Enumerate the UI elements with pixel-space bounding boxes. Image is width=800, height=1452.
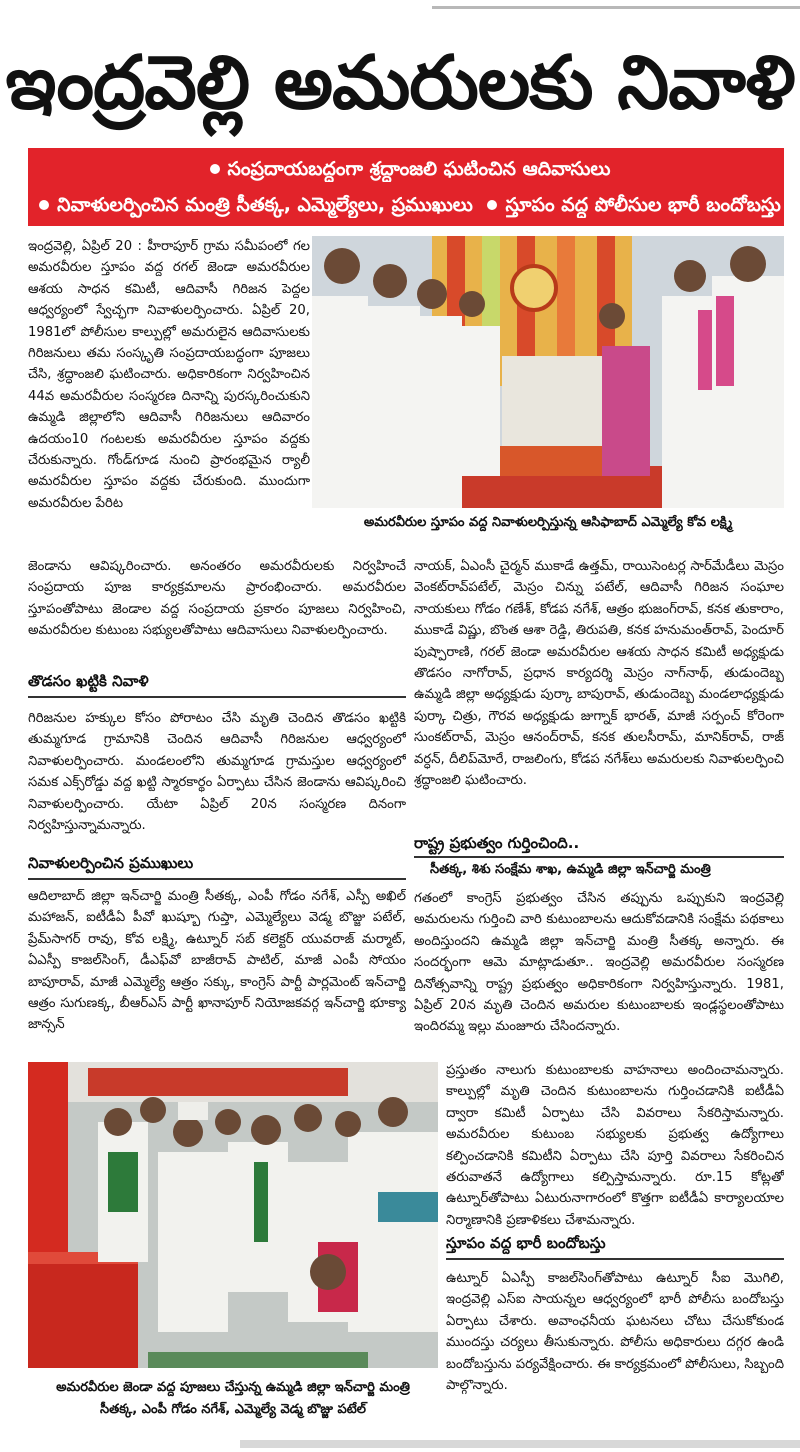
headline: ఇంద్రవెల్లి అమరులకు నివాళి [5,40,795,126]
banner-point-3: స్తూపం వద్ద పోలీసుల భారీ బందోబస్తు [505,194,781,216]
photo-memorial-tribute [312,236,784,508]
banner-point-1: సంప్రదాయబద్ధంగా శ్రద్ధాంజలి ఘటించిన ఆదివాసులు [227,158,611,180]
section-todasam-text: గిరిజనుల హక్కుల కోసం పోరాటం చేసి మృతి చెందిన తొడసం ఖట్టికి తుమ్మగూడ గ్రామానికి చెందిన ఆదివాసీ గిరిజనుల ఆధ్వర్యంలో నివాళులర్పించారు. మండలంలోని తుమ్మగూడ గ్రామస్తుల ఆధ్వర్యంలో సమక ఎక్స్‌రోడ్డు వద్ద ఖట్టి స్మారకార్థం ఏర్పాటు చేసిన జెండాను ఆవిష్కరించి నివాళులర్పించారు. యేటా ఏప్రిల్ 20న సంస్మరణ దినంగా నిర్వహిస్తున్నామన్నారు. [28,711,406,834]
bullet-icon [39,200,49,210]
section-state-govt-byline: సీతక్క, శిశు సంక్షేమ శాఖ, ఉమ్మడి జిల్లా ఇన్‌చార్జి మంత్రి [430,862,711,877]
section-security-text: ఉట్నూర్ ఏఎస్పీ కాజల్‌సింగ్‌తోపాటు ఉట్నూర్ సీఐ మొగిలి, ఇంద్రవెల్లి ఎస్‌ఐ సాయన్నల ఆధ్వర్యంలో భారీ పోలీసు బందోబస్తు ఏర్పాటు చేశారు. అవాంఛనీయ ఘటనలు చోటు చేసుకోకుండ ముందస్తు చర్యలు తీసుకున్నారు. పోలీసు అధికారులు దగ్గర ఉండి బందోబస్తును పర్యవేక్షించారు. ఈ కార్యక్రమంలో పోలీసులు, సిబ్బంది పాల్గొన్నారు. [446,1271,784,1394]
banner-row-1 [28,156,784,182]
section-rule [28,696,406,698]
section-rule [28,878,406,880]
subheadline-banner [28,148,784,226]
banner-point-2: నివాళులర్పించిన మంత్రి సీతక్క, ఎమ్మెల్యేలు, ప్రముఖులు [57,194,473,216]
banner-row-2 [28,192,784,218]
section-state-govt-text: గతంలో కాంగ్రెస్ ప్రభుత్వం చేసిన తప్పును ఒప్పుకుని ఇంద్రవెల్లి అమరులను గుర్తించి వారి కుటుంబాలను ఆదుకోవడానికి సంక్షేమ పథకాలు అందిస్తుందని ఉమ్మడి జిల్లా ఇన్‌చార్జి మంత్రి సీతక్క అన్నారు. ఈ సందర్భంగా ఆమె మాట్లాడుతూ.. ఇంద్రవెల్లి అమరవీరుల సంస్మరణ దినోత్సవాన్ని రాష్ట్ర ప్రభుత్వం అధికారికంగా నిర్వహిస్తున్నారు. 1981, ఏప్రిల్ 20న మృతి చెందిన అమరుల కుటుంబాలకు ఇండ్లస్థలంతోపాటు ఇందిరమ్మ ఇల్లు మంజూరు చేసిందన్నారు. [414,891,784,1035]
right-column-attendees-text: నాయక్, ఏఎంసీ చైర్మన్ ముకాడే ఉత్తమ్, రాయిసెంటర్ల సార్‌మేడీలు మెస్రం వెంకట్‌రావ్‌పటేల్, మెస్రం చిన్ను పటేల్, ఆదివాసీ గిరిజన సంఘాల నాయకులు గోడం గణేశ్, కోడప నగేశ్, ఆత్రం భుజంగ్‌రావ్, కనక తుకారాం, ముకాడే విష్ణు, బొంత ఆశా రెడ్డి, తిరుపతి, కనక హనుమంత్‌రావ్, పెందూర్ పుష్పారాణి, గరల్ జెండా అమరవీరుల ఆశయ సాధన కమిటీ అధ్యక్షుడు తొడసం నాగోరావ్, ప్రధాన కార్యదర్శి మెస్రం నాగ్‌నాథ్, తుడుందెబ్బ ఉమ్మడి జిల్లా అధ్యక్షుడు పుర్కా బాపురావ్, తుడుందెబ్బ మండలాధ్యక్షుడు పుర్కా చిత్రు, గౌరవ అధ్యక్షుడు జుగ్నాక్ భారత్, మాజీ సర్పంచ్ కోరెంగా సుంకట్‌రావ్, మెస్రం ఆనంద్‌రావ్, కనక తులసీరామ్, మానిక్‌రావ్, రాజ్ వర్ధన్, దీలిప్‌మోరే, రాజలింగు, కోడప నగేశ్‌లు అమరులకు నివాళులర్పించి శ్రద్ధాంజలి ఘటించారు. [414,559,784,789]
section-rule [414,856,784,858]
section-rule [446,1258,784,1260]
bullet-icon [487,200,497,210]
section-heading-state-govt: రాష్ట్ర ప్రభుత్వం గుర్తించింది.. [414,834,580,852]
photo-memorial-caption: అమరవీరుల స్తూపం వద్ద నివాళులర్పిస్తున్న ఆసిఫాబాద్ ఎమ్మెల్యే కోవ లక్ష్మి [363,515,733,530]
section-heading-todasam: తొడసం ఖట్టికి నివాళి [28,672,149,690]
lead-paragraph-continued: జెండాను ఆవిష్కరించారు. అనంతరం అమరవీరులకు నిర్వహించే సంప్రదాయ పూజ కార్యక్రమాలను ప్రారంభించారు. అమరవీరుల స్తూపంతోపాటు జెండాల వద్ద సంప్రదాయ ప్రకారం పూజలు నిర్వహించి, అమరవీరుల కుటుంబ సభ్యులతోపాటు ఆదివాసులు నివాళులర్పించారు. [28,559,406,639]
photo-memorial-tribute-image [312,236,784,508]
lead-paragraph: ఇంద్రవెల్లి, ఏప్రిల్ 20 : హీరాపూర్ గ్రామ సమీపంలో గల అమరవీరుల స్తూపం వద్ద రగల్ జెండా అమరవీరుల ఆశయ సాధన కమిటీ, ఆదివాసీ గిరిజన పెద్దల ఆధ్వర్యంలో స్వేచ్ఛగా నివాళులర్పించారు. ఏప్రిల్ 20, 1981లో పోలీసుల కాల్పుల్లో అమరులైన ఆదివాసులకు గిరిజనులు తమ సంస్కృతి సంప్రదాయబద్ధంగా పూజలు చేసి, శ్రద్ధాంజలి ఘటించారు. అధికారికంగా నిర్వహించిన 44వ అమరవీరుల సంస్మరణ దినాన్ని పురస్కరించుకుని ఉమ్మడి జిల్లాలోని ఆదివాసీ గిరిజనులు ఆదివారం ఉదయం10 గంటలకు అమరవీరుల స్తూపం వద్దకు చేరుకున్నారు. గోండ్‌గూడ నుంచి ప్రారంభమైన ర్యాలీ అమరవీరుల స్తూపం వద్దకు చేరుకుంది. ముందుగా అమరవీరుల పేరిట [28,239,310,511]
photo-flag-puja [28,1062,438,1368]
photo-flag-caption-line-2: సీతక్క, ఎంపీ గోడం నగేశ్, ఎమ్మెల్యే వెడ్మ బొజ్జు పటేల్ [99,1402,367,1417]
photo-flag-puja-image [28,1062,438,1368]
bullet-icon [210,164,220,174]
section-state-govt-text-continued: ప్రస్తుతం నాలుగు కుటుంబాలకు వాహనాలు అందించామన్నారు. కాల్పుల్లో మృతి చెందిన కుటుంబాలను గుర్తించడానికి ఐటీడీఏ ద్వారా కమిటీ ఏర్పాటు చేసి వివరాలు సేకరిస్తామన్నారు. అమరవీరుల కుటుంబ సభ్యులకు ప్రభుత్వ ఉద్యోగాలు కల్పించడానికి కమిటీని ఏర్పాటు చేసి పూర్తి వివరాలు సేకరించిన తరువాతనే ఉద్యోగాలు కల్పిస్తామన్నారు. రూ.15 కోట్లతో ఉట్నూర్‌తోపాటు ఏటురునాగారంలో కొత్తగా ఐటీడీఏ కార్యాలయాల నిర్మాణానికి ప్రణాళికలు చేశామన్నారు. [446,1063,784,1228]
section-dignitaries-text: ఆదిలాబాద్ జిల్లా ఇన్‌చార్జి మంత్రి సీతక్క, ఎంపీ గోడం నగేశ్, ఎస్పీ అఖిల్ మహాజన్, ఐటీడీఏ పీవో ఖుష్బూ గుప్తా, ఎమ్మెల్యేలు వెడ్మ బొజ్జు పటేల్, ప్రేమ్‌సాగర్ రావు, కోవ లక్ష్మి, ఉట్నూర్ సబ్ కలెక్టర్ యువరాజ్ మర్మాట్, ఏఎస్పీ కాజల్‌సింగ్, డీఎఫ్‌వో బాజీరావ్ పాటిల్, మాజీ ఎంపీ సోయం బాపూరావ్, మాజీ ఎమ్మెల్యే ఆత్రం సక్కు, కాంగ్రెస్ పార్టీ పార్లమెంట్ ఇన్‌చార్జి ఆత్రం సుగుణక్క, బీఆర్‌ఎస్ పార్టీ ఖానాపూర్ నియోజకవర్గ ఇన్‌చార్జి భూక్యా జాన్సన్ [28,889,406,1033]
photo-flag-caption-line-1: అమరవీరుల జెండా వద్ద పూజలు చేస్తున్న ఉమ్మడి జిల్లా ఇన్‌చార్జి మంత్రి [56,1380,410,1395]
section-heading-security: స్తూపం వద్ద భారీ బందోబస్తు [446,1234,606,1252]
bottom-rule [240,1440,800,1448]
section-heading-dignitaries: నివాళులర్పించిన ప్రముఖులు [28,854,194,872]
top-rule [432,6,800,9]
